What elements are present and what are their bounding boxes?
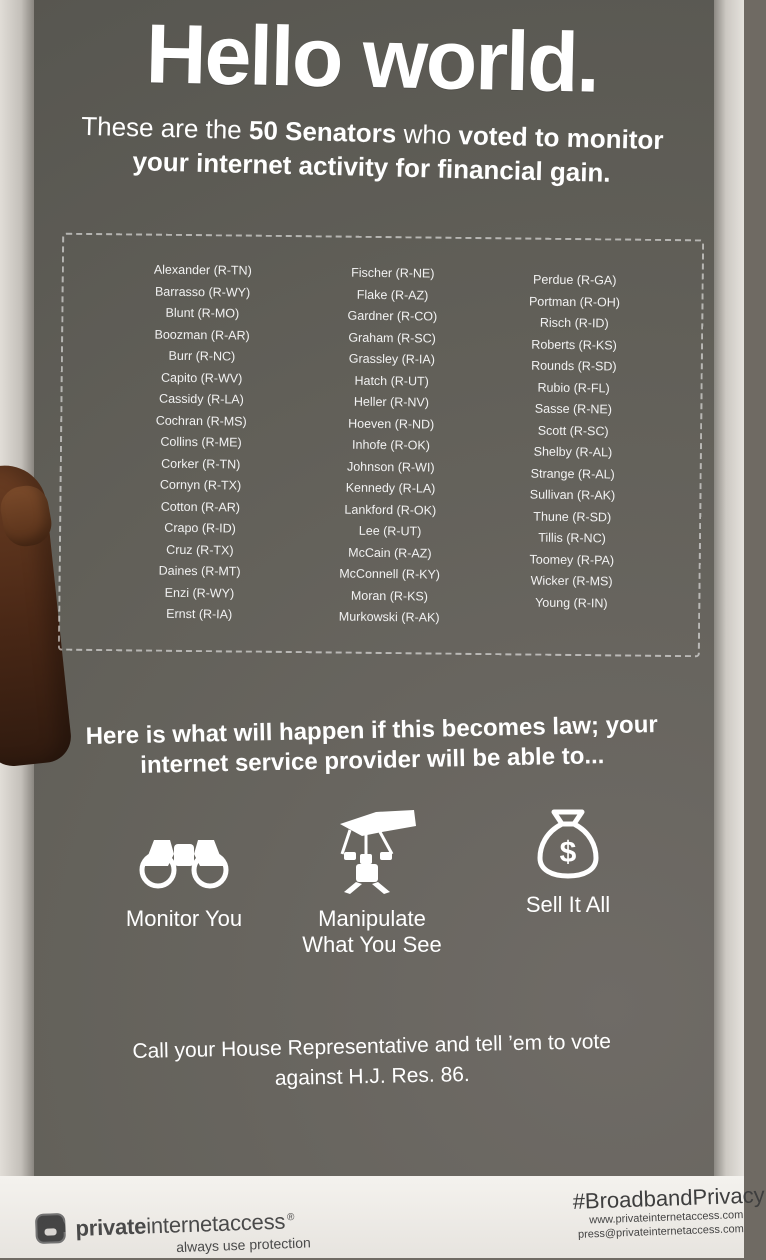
senator-entry: Ernst (R-IA)	[166, 606, 233, 622]
senator-entry: McCain (R-AZ)	[348, 545, 432, 561]
senator-entry: Thune (R-SD)	[533, 509, 612, 524]
footer	[0, 1176, 766, 1258]
feature-monitor	[84, 826, 284, 932]
brand-name-rest: internetaccess	[145, 1208, 286, 1239]
trademark-symbol: ®	[286, 1212, 295, 1224]
senator-entry: Wicker (R-MS)	[530, 573, 613, 589]
senator-entry: Capito (R-WV)	[160, 370, 243, 386]
senator-entry: Cotton (R-AR)	[160, 499, 241, 515]
senator-entry: Lankford (R-OK)	[344, 502, 437, 518]
senator-entry: Perdue (R-GA)	[532, 272, 617, 288]
senator-entry: Fischer (R-NE)	[351, 265, 435, 281]
senator-entry: Rubio (R-FL)	[537, 380, 610, 395]
feature-manipulate	[272, 806, 472, 958]
senator-entry: Risch (R-ID)	[539, 315, 609, 331]
money-bag-icon	[528, 802, 608, 882]
senator-entry: Graham (R-SC)	[348, 330, 436, 346]
senator-entry: Barrasso (R-WY)	[154, 284, 251, 300]
brand-logo	[35, 1205, 312, 1256]
senator-entry: Scott (R-SC)	[537, 423, 609, 438]
senator-entry: Cochran (R-MS)	[155, 413, 247, 429]
senator-list-box	[58, 233, 704, 658]
email: press@privateinternetaccess.com	[577, 1223, 744, 1241]
svg-text:$: $	[559, 836, 577, 869]
senator-entry: Rounds (R-SD)	[531, 358, 617, 374]
subhead	[79, 109, 664, 191]
feature-sell	[468, 802, 668, 918]
senator-entry: Kennedy (R-LA)	[345, 480, 436, 496]
senator-entry: Hoeven (R-ND)	[348, 416, 435, 432]
senator-entry: Roberts (R-KS)	[531, 337, 617, 352]
senator-entry: Corker (R-TN)	[161, 456, 241, 472]
senator-entry: Inhofe (R-OK)	[352, 437, 430, 453]
senator-entry: Strange (R-AL)	[530, 466, 615, 481]
senator-entry: Moran (R-KS)	[350, 588, 429, 603]
senator-entry: Cruz (R-TX)	[166, 542, 234, 557]
senator-entry: Enzi (R-WY)	[164, 585, 235, 600]
senator-entry: Grassley (R-IA)	[348, 351, 436, 367]
senator-entry: Cassidy (R-LA)	[159, 391, 244, 407]
senator-entry: Sasse (R-NE)	[534, 401, 613, 417]
senator-entry: Heller (R-NV)	[353, 394, 430, 410]
feature-label-manipulate: Manipulate What You See	[302, 906, 442, 957]
subhead-part-1: These are the	[80, 110, 250, 145]
senator-entry: Daines (R-MT)	[158, 563, 241, 579]
contact-block	[572, 1182, 766, 1242]
senator-entry: Gardner (R-CO)	[347, 308, 438, 324]
brand-name-bold: private	[75, 1213, 147, 1242]
happen-heading: Here is what will happen if this becomes law; your internet service provider will be able to...	[85, 711, 658, 779]
senator-entry: Blunt (R-MO)	[165, 305, 240, 321]
senator-column-1	[104, 259, 298, 626]
senator-entry: Flake (R-AZ)	[356, 287, 429, 302]
senator-column-3	[466, 269, 680, 615]
senator-entry: Alexander (R-TN)	[153, 262, 252, 278]
senator-entry: Johnson (R-WI)	[346, 459, 435, 475]
subhead-bold-1: 50 Senators	[248, 114, 397, 149]
senator-entry: Lee (R-UT)	[358, 523, 422, 539]
call-to-action: Call your House Representative and tell ’em to vote against H.J. Res. 86.	[132, 1029, 612, 1091]
feature-label-sell: Sell It All	[525, 892, 611, 917]
senator-entry: Crapo (R-ID)	[164, 520, 236, 536]
senator-entry: Tillis (R-NC)	[538, 530, 606, 546]
puppet-hand-icon	[322, 806, 422, 896]
senator-entry: Collins (R-ME)	[160, 434, 242, 450]
subhead-part-2: who	[395, 118, 459, 151]
senator-entry: Sullivan (R-AK)	[529, 487, 616, 503]
binoculars-icon	[134, 826, 234, 896]
feature-label-monitor: Monitor You	[125, 906, 243, 931]
paper-right-edge	[714, 0, 744, 1258]
senator-entry: Boozman (R-AR)	[154, 327, 250, 343]
senator-entry: McConnell (R-KY)	[339, 566, 441, 582]
senator-entry: Shelby (R-AL)	[533, 444, 613, 460]
senator-entry: Portman (R-OH)	[528, 294, 621, 309]
senator-entry: Toomey (R-PA)	[529, 552, 615, 567]
padlock-icon	[35, 1213, 66, 1244]
website: www.privateinternetaccess.com	[589, 1209, 744, 1227]
brand-tagline: always use protection	[175, 1234, 312, 1256]
subhead-bold-2: voted to monitor your internet activity for financial gain.	[132, 120, 664, 188]
senator-entry: Cornyn (R-TX)	[159, 477, 242, 493]
senator-entry: Young (R-IN)	[535, 595, 608, 610]
hashtag: #BroadbandPrivacy	[572, 1182, 766, 1214]
headline: Hello world.	[145, 6, 599, 110]
senator-entry: Burr (R-NC)	[168, 348, 236, 364]
senator-column-2	[294, 262, 488, 629]
senator-entry: Hatch (R-UT)	[354, 373, 429, 388]
senator-entry: Murkowski (R-AK)	[338, 609, 440, 625]
